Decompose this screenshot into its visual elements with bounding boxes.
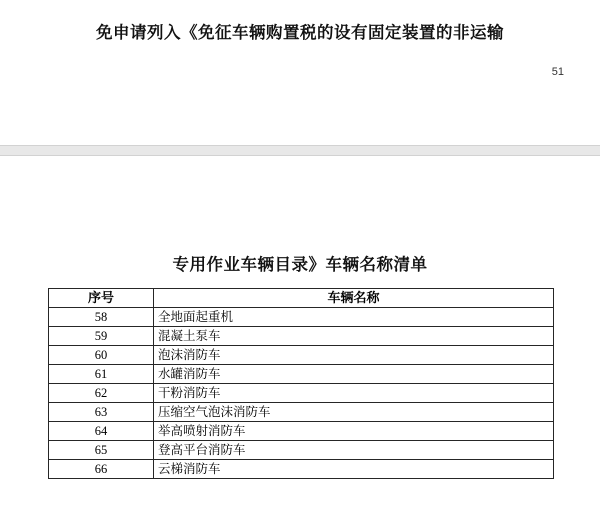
scan-divider-band [0,145,600,156]
cell-index: 64 [49,422,154,441]
cell-index: 62 [49,384,154,403]
cell-index: 61 [49,365,154,384]
table-row [49,403,554,422]
page-title-top: 免申请列入《免征车辆购置税的设有固定装置的非运输 [96,23,504,42]
column-header-vehicle-name: 车辆名称 [154,289,554,308]
cell-vehicle-name: 登高平台消防车 [154,441,554,460]
cell-index: 58 [49,308,154,327]
cell-vehicle-name: 举高喷射消防车 [154,422,554,441]
cell-vehicle-name: 干粉消防车 [154,384,554,403]
page-title-second: 专用作业车辆目录》车辆名称清单 [172,255,428,274]
cell-vehicle-name: 压缩空气泡沫消防车 [154,403,554,422]
cell-vehicle-name: 全地面起重机 [154,308,554,327]
cell-index: 66 [49,460,154,479]
cell-vehicle-name: 云梯消防车 [154,460,554,479]
cell-vehicle-name: 水罐消防车 [154,365,554,384]
table-row [49,346,554,365]
table-row [49,308,554,327]
vehicle-table-container [48,288,553,479]
table-row [49,460,554,479]
table-row [49,365,554,384]
cell-index: 59 [49,327,154,346]
table-row [49,384,554,403]
table-header-row [49,289,554,308]
vehicle-name-table [48,288,554,479]
page-number: 51 [551,66,564,78]
table-row [49,441,554,460]
table-row [49,422,554,441]
cell-vehicle-name: 泡沫消防车 [154,346,554,365]
cell-index: 65 [49,441,154,460]
cell-vehicle-name: 混凝土泵车 [154,327,554,346]
table-row [49,327,554,346]
column-header-index: 序号 [49,289,154,308]
cell-index: 60 [49,346,154,365]
cell-index: 63 [49,403,154,422]
